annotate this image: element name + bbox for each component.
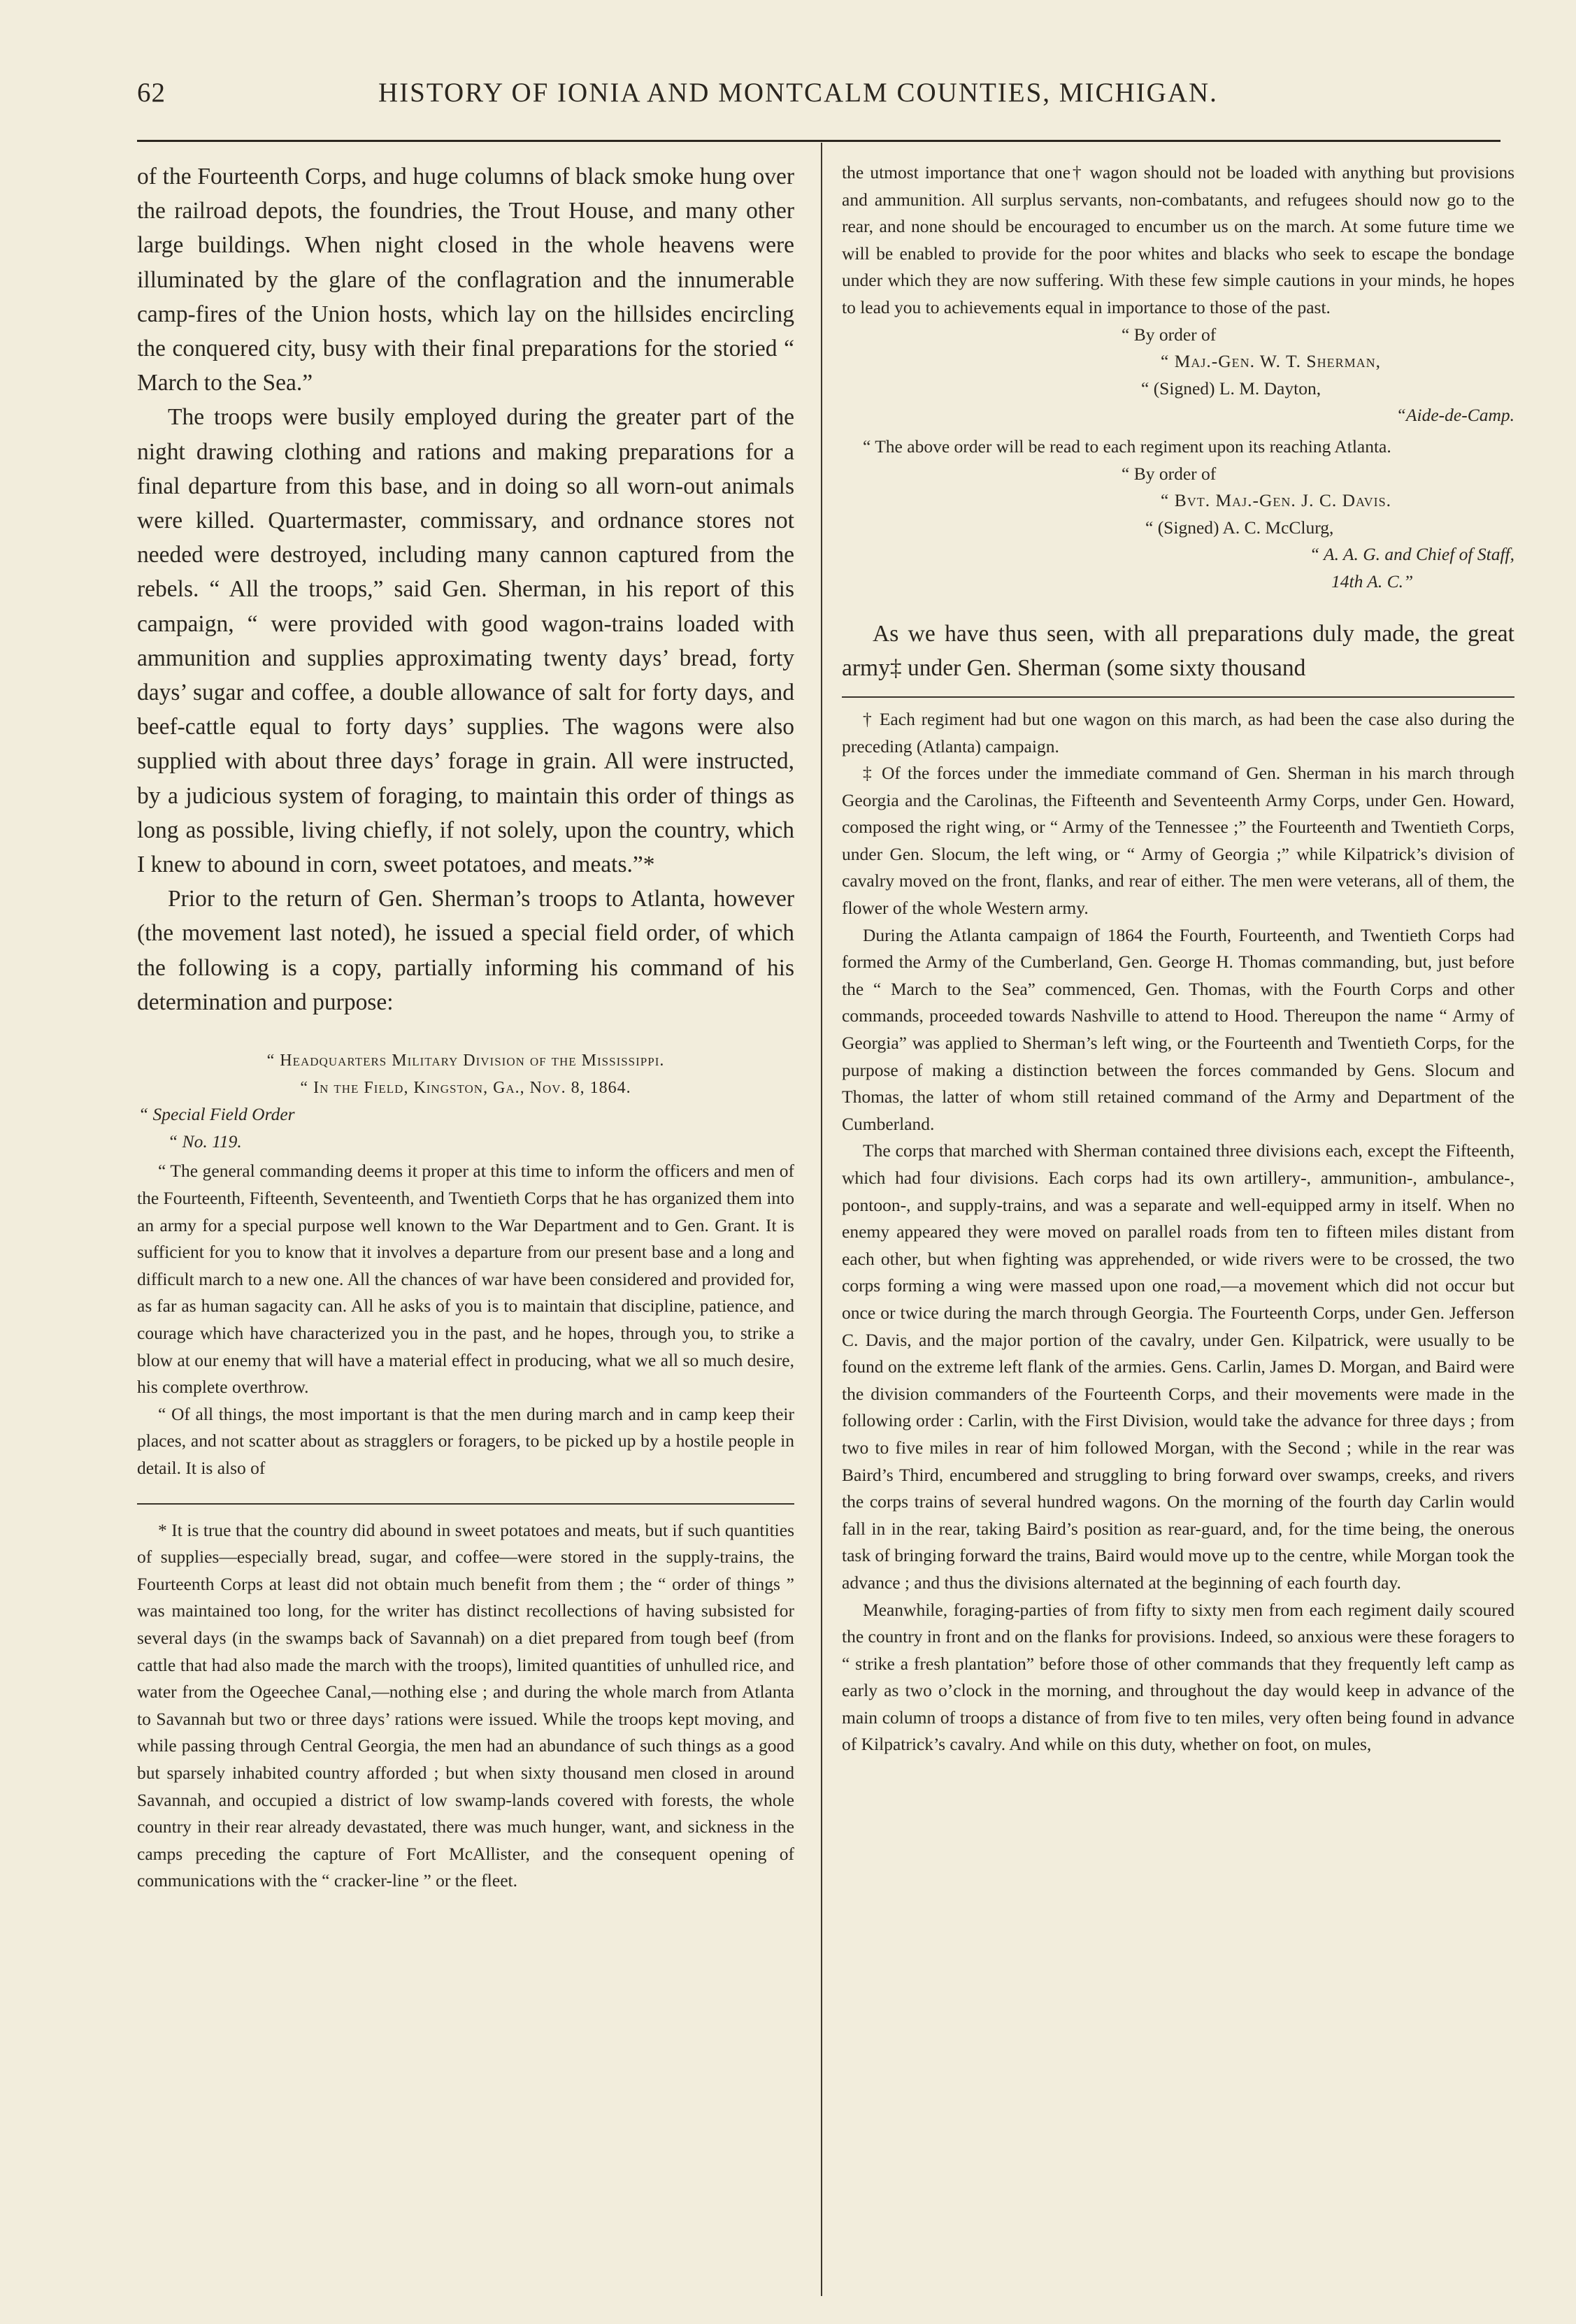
- special-field-order: [137, 1047, 794, 1482]
- signature-line: “ By order of: [1122, 324, 1217, 345]
- order-paragraph: “ Of all things, the most important is that the men during march and in camp keep their places, and not scatter about as stragglers or foragers, to be picked up by a hostile people in detail. It is also of: [137, 1403, 794, 1478]
- footnote-rule: [842, 696, 1514, 698]
- signature-line: “Aide-de-Camp.: [1396, 405, 1514, 426]
- page-number: 62: [137, 78, 166, 108]
- footnote-paragraph: † Each regiment had but one wagon on this march, as had been the case also during the preceding (Atlanta) campaign.: [842, 708, 1514, 756]
- footnote-paragraph: During the Atlanta campaign of 1864 the Fourth, Fourteenth, and Twentieth Corps had formed the Army of the Cumberland, Gen. George H. Thomas commanding, but, just before the “ March to the Sea” commenced, Gen. Thomas, with the Fourth Corps and other commands, proceeded towards Nashville to attend to Hood. Thereupon the name “ Army of Georgia” was applied to Sherman’s left wing, or the Fourteenth and Twentieth Corps, for the purpose of making a distinction between the forces commanded by Gens. Slocum and Thomas, the latter of whom still retained command of the Army and Department of the Cumberland.: [842, 924, 1514, 1134]
- footnote-paragraph: * It is true that the country did abound in sweet potatoes and meats, but if such quantities of supplies—especially bread, sugar, and coffee—were stored in the supply-trains, the Fourteenth Corps at least did not obtain much benefit from them ; the “ order of things ” was maintained too long, for the writer has distinct recollections of having subsisted for several days (in the swamps back of Savannah) on a diet prepared from tough beef (from cattle that had also made the march with the troops), limited quantities of unhulled rice, and water from the Ogeechee Canal,—nothing else ; and during the whole march from Atlanta to Savannah but two or three days’ rations were issued. While the troops kept moving, and while passing through Central Georgia, the men had an abundance of such things as a good but sparsely inhabited country afforded ; but when sixty thousand men closed in around Savannah, and occupied a district of low swamp-lands covered with forests, the whole country in their rear already devastated, there was much hunger, want, and sickness in the camps preceding the capture of Fort McAllister, and the consequent opening of communications with the “ cracker-line ” or the fleet.: [137, 1519, 794, 1891]
- order-heading: “ In the Field, Kingston, Ga., Nov. 8, 1864.: [300, 1078, 631, 1097]
- signature-block: [842, 461, 1514, 596]
- signature-block: [842, 322, 1514, 429]
- signature-line: “ By order of: [1122, 463, 1217, 484]
- signature-line: “ (Signed) L. M. Dayton,: [1141, 378, 1321, 399]
- body-paragraph: of the Fourteenth Corps, and huge columns of black smoke hung over the railroad depots, the foundries, the Trout House, and many other large buildings. When night closed in the whole heavens were illuminated by the glare of the conflagration and the innumerable camp-fires of the Union hosts, which lay on the hillsides encircling the conquered city, busy with their final preparations for the storied “ March to the Sea.”: [137, 164, 794, 396]
- footnote-left: [137, 1517, 794, 1895]
- header-rule: [137, 140, 1500, 142]
- signature-line: “ A. A. G. and Chief of Staff,: [1309, 544, 1514, 565]
- body-text-left: [137, 159, 794, 1019]
- order-note: “ The above order will be read to each regiment upon its reaching Atlanta.: [863, 436, 1391, 457]
- footnote-rule: [137, 1503, 794, 1505]
- signature-line: “ Maj.-Gen. W. T. Sherman,: [1161, 351, 1381, 372]
- right-column: [842, 159, 1514, 1758]
- footnote-paragraph: ‡ Of the forces under the immediate command of Gen. Sherman in his march through Georgia and the Carolinas, the Fifteenth and Seventeenth Army Corps, under Gen. Howard, composed the right wing, or “ Army of the Tennessee ;” the Fourteenth and Twentieth Corps, under Gen. Slocum, the left wing, or “ Army of Georgia ;” while Kilpatrick’s division of cavalry moved on the front, flanks, and rear of either. The men were veterans, all of them, the flower of the whole Western army.: [842, 763, 1514, 919]
- footnote-paragraph: Meanwhile, foraging-parties of from fifty to sixty men from each regiment daily scoured the country in front and on the flanks for provisions. Indeed, so anxious were these foragers to “ strike a fresh plantation” before those of other commands that they frequently left camp as early as two o’clock in the morning, and throughout the day would keep in advance of the main column of troops a distance of from five to ten miles, very often being found in advance of Kilpatrick’s cavalry. And while on this duty, whether on foot, on mules,: [842, 1599, 1514, 1755]
- body-paragraph: As we have thus seen, with all preparations duly made, the great army‡ under Gen. Sherman (some sixty thousand: [842, 620, 1514, 681]
- footnote-paragraph: The corps that marched with Sherman contained three divisions each, except the Fifteenth, which had four divisions. Each corps had its own artillery-, ammunition-, ambulance-, pontoon-, and supply-trains, and was a separate and well-equipped army in itself. When no enemy appeared they were moved on parallel roads from ten to fifteen miles distant from each other, but when fighting was apprehended, or wide rivers were to be crossed, the two corps forming a wing were massed upon one road,—a movement which did not occur but once or twice during the march through Georgia. The Fourteenth Corps, under Gen. Jefferson C. Davis, and the major portion of the cavalry, under Gen. Kilpatrick, were usually to be found on the extreme left flank of the armies. Gens. Carlin, James D. Morgan, and Baird were the division commanders of the Fourteenth Corps, and their movements were made in the following order : Carlin, with the First Division, would take the advance for three days ; from two to five miles in rear of him followed Morgan, with the Second ; while in the rear was Baird’s Third, encumbered and struggling to bring forward over swamps, creeks, and rivers the corps trains of several hundred wagons. On the morning of the fourth day Carlin would fall in in the rear, taking Baird’s position as rear-guard, and, for the time being, the onerous task of bringing forward the trains, Baird would move up to the centre, while Morgan took the advance ; and thus the divisions alternated at the beginning of each fourth day.: [842, 1140, 1514, 1593]
- order-continuation: [842, 159, 1514, 596]
- body-text-right: [842, 617, 1514, 685]
- column-divider: [821, 143, 822, 2296]
- order-paragraph: “ The general commanding deems it proper at this time to inform the officers and men of the Fourteenth, Fifteenth, Seventeenth, and Twentieth Corps that he has organized them into an army for a special purpose well known to the War Department and to Gen. Grant. It is sufficient for you to know that it involves a departure from our present base and a long and difficult march to a new one. All the chances of war have been considered and provided for, as far as human sagacity can. All he asks of you is to maintain that discipline, patience, and courage which have characterized you in the past, and he hopes, through you, to strike a blow at our enemy that will have a material effect in producing, what we all so much desire, his complete overthrow.: [137, 1161, 794, 1398]
- signature-line: “ Bvt. Maj.-Gen. J. C. Davis.: [1161, 490, 1392, 511]
- signature-line: “ (Signed) A. C. McClurg,: [1145, 517, 1334, 538]
- left-column: [137, 159, 794, 1895]
- order-number: “ No. 119.: [168, 1131, 242, 1152]
- page-header: [137, 77, 1493, 126]
- order-paragraph: the utmost importance that one† wagon should not be loaded with anything but provisions and ammunition. All surplus servants, non-combatants, and refugees should now go to the rear, and none should be encouraged to encumber us on the march. At some future time we will be enabled to provide for the poor whites and blacks who seek to escape the bondage under which they are now suffering. With these few simple cautions in your minds, he hopes to lead you to achievements equal in importance to those of the past.: [842, 162, 1514, 317]
- running-title: HISTORY OF IONIA AND MONTCALM COUNTIES, MICHIGAN.: [378, 78, 1218, 108]
- body-paragraph: The troops were busily employed during the greater part of the night drawing clothing and rations and making preparations for a final departure from this base, and in doing so all worn-out animals were killed. Quartermaster, commissary, and ordnance stores not needed were destroyed, including many cannon captured from the rebels. “ All the troops,” said Gen. Sherman, in his report of this campaign, “ were provided with good wagon-trains loaded with ammunition and supplies approximating twenty days’ bread, forty days’ sugar and coffee, a double allowance of salt for forty days, and beef-cattle equal to forty days’ supplies. The wagons were also supplied with about three days’ forage in grain. All were instructed, by a judicious system of foraging, to maintain this order of things as long as possible, living chiefly, if not solely, upon the country, which I knew to abound in corn, sweet potatoes, and meats.”*: [137, 404, 794, 878]
- order-label: “ Special Field Order: [138, 1104, 295, 1125]
- footnotes-right: [842, 706, 1514, 1758]
- signature-line: 14th A. C.”: [1331, 571, 1414, 591]
- order-heading: “ Headquarters Military Division of the Mississippi.: [266, 1052, 665, 1070]
- body-paragraph: Prior to the return of Gen. Sherman’s troops to Atlanta, however (the movement last noted), he issued a special field order, of which the following is a copy, partially informing his command of his determination and purpose:: [137, 886, 794, 1015]
